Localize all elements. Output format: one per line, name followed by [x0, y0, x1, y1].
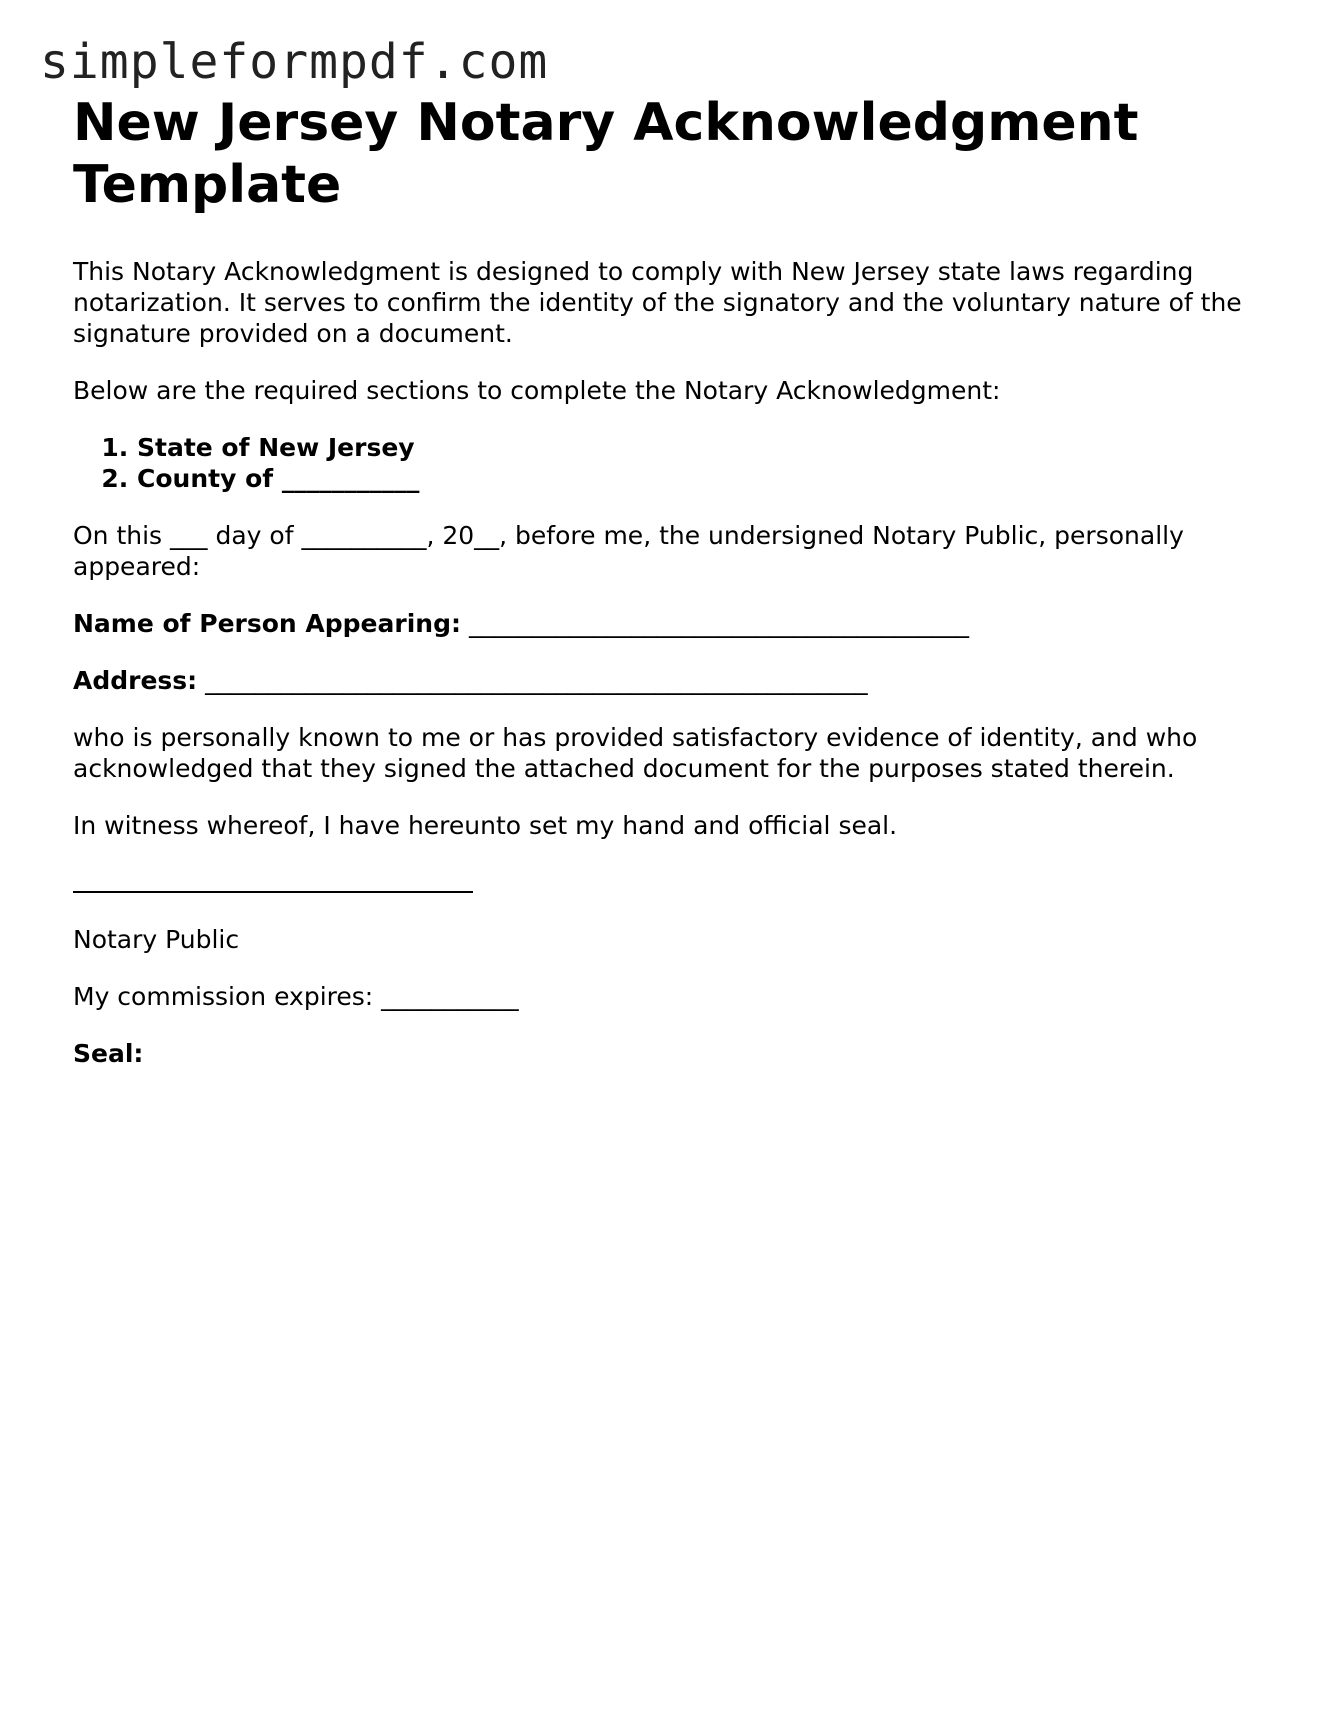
list-item-state: 1. State of New Jersey [137, 432, 1253, 463]
document-body [73, 92, 1253, 1069]
identity-paragraph: who is personally known to me or has provided satisfactory evidence of identity, and who acknowledged that they signed the attached document for the purposes stated therein. [73, 723, 1198, 783]
intro-paragraph: This Notary Acknowledgment is designed to comply with New Jersey state laws regarding notarization. It serves to confirm the identity of the signatory and the voluntary nature of the signature provided on a document. [73, 257, 1242, 348]
address-field-line [73, 665, 1253, 696]
commission-expires-line: My commission expires: ___________ [73, 982, 519, 1011]
appearance-paragraph: On this ___ day of __________, 20__, before me, the undersigned Notary Public, personally appeared: [73, 521, 1184, 581]
page-title: New Jersey Notary Acknowledgment Template [73, 93, 1139, 215]
watermark: simpleformpdf.com [40, 34, 549, 90]
signature-line[interactable] [73, 867, 1253, 898]
address-field-label: Address: [73, 666, 198, 695]
notary-public-label: Notary Public [73, 925, 240, 954]
address-field-blank[interactable]: _____________________________________________________ [205, 666, 868, 695]
signature-underline [73, 867, 473, 893]
seal-label: Seal: [73, 1039, 144, 1068]
sections-list [73, 432, 1253, 494]
list-item-county: 2. County of ___________ [137, 463, 1253, 494]
name-field-label: Name of Person Appearing: [73, 609, 461, 638]
name-field-blank[interactable]: ________________________________________ [468, 609, 969, 638]
witness-paragraph: In witness whereof, I have hereunto set my hand and official seal. [73, 811, 898, 840]
name-field-line [73, 608, 1253, 639]
sections-intro: Below are the required sections to complete the Notary Acknowledgment: [73, 376, 1001, 405]
